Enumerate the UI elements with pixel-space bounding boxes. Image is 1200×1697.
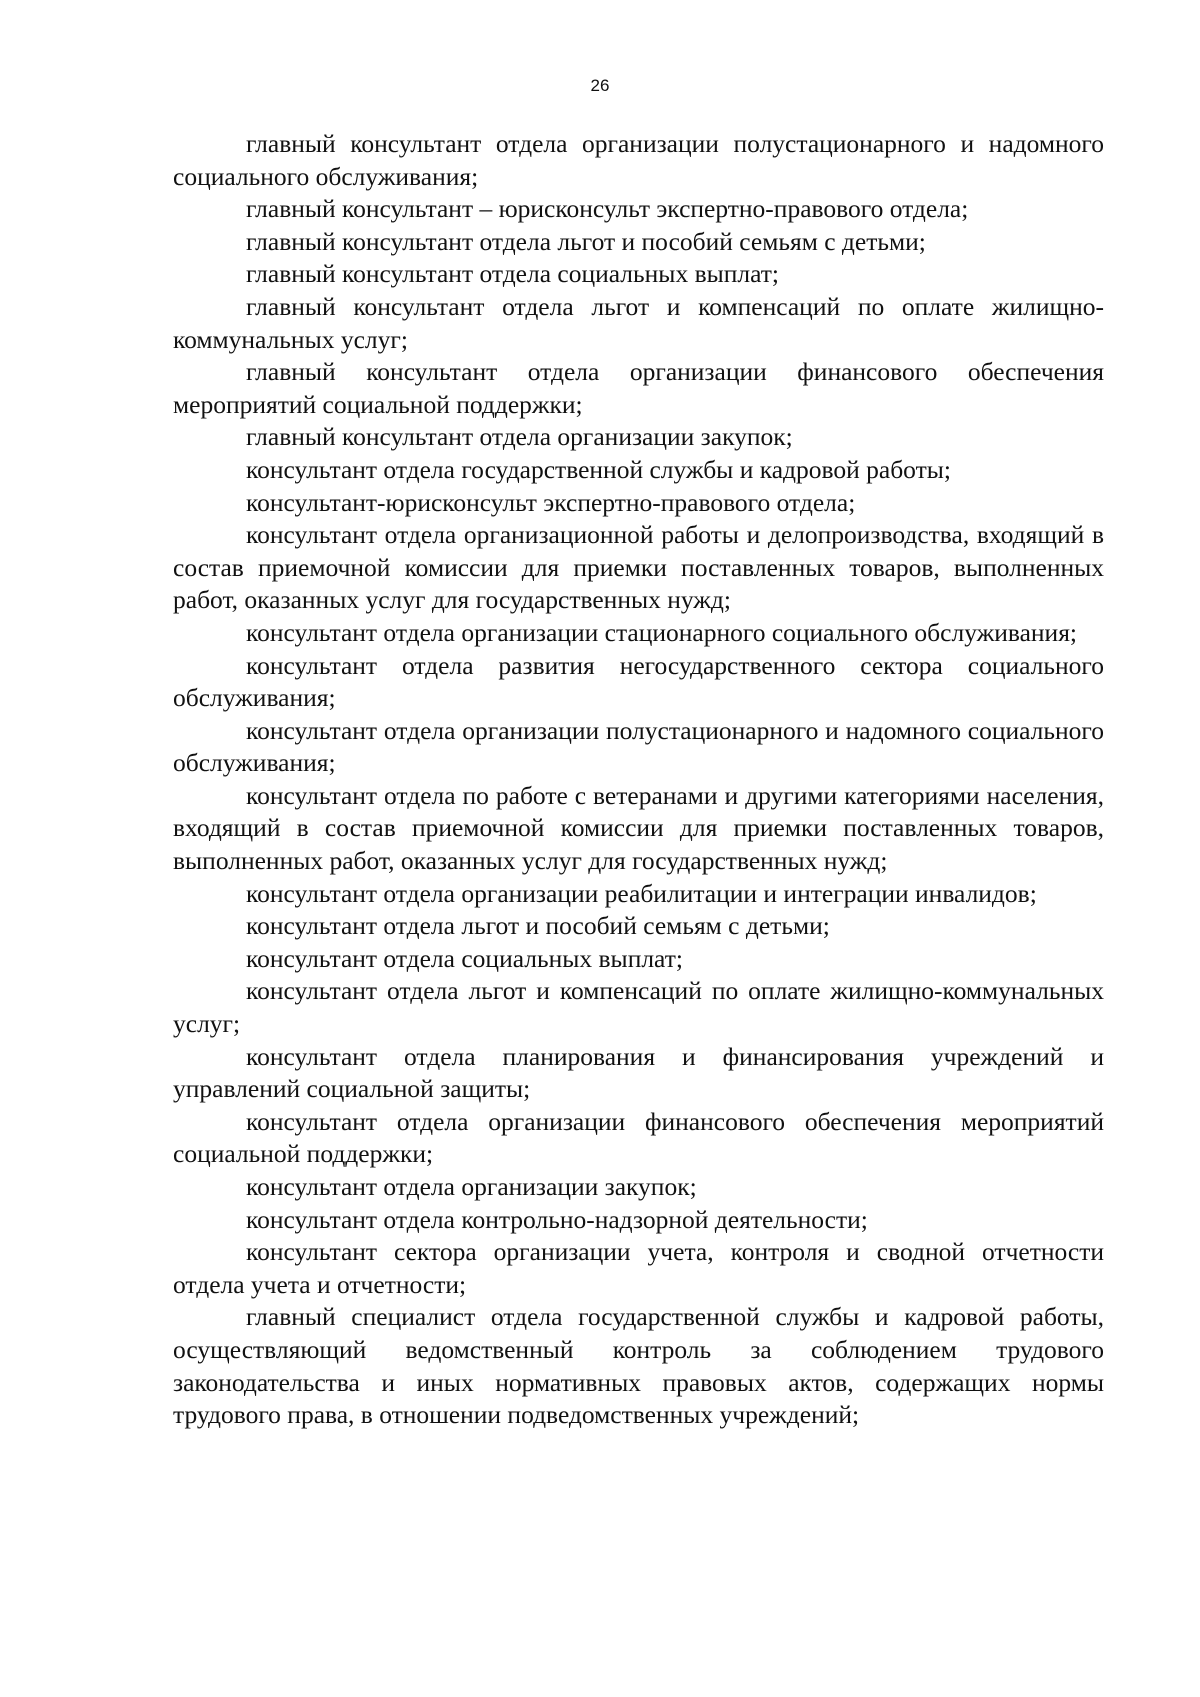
- paragraph: консультант отдела государственной службы и кадровой работы;: [246, 454, 951, 484]
- paragraph: консультант отдела организации закупок;: [246, 1172, 697, 1201]
- paragraph: консультант отдела организации реабилитации и интеграции инвалидов;: [246, 878, 1037, 908]
- paragraph: главный консультант отдела организации полустационарного и надомного социального обслуживания;: [173, 129, 1104, 191]
- paragraph: главный консультант – юрисконсульт экспертно-правового отдела;: [246, 194, 969, 224]
- paragraph: консультант отдела социальных выплат;: [246, 943, 683, 973]
- paragraph: консультант-юрисконсульт экспертно-правового отдела;: [246, 487, 856, 517]
- paragraph: консультант отдела организации стационарного социального обслуживания;: [246, 617, 1078, 647]
- paragraph: консультант отдела организации финансового обеспечения мероприятий социальной поддержки;: [173, 1106, 1104, 1169]
- page-number: 26: [590, 76, 610, 95]
- paragraph: консультант отдела льгот и компенсаций по оплате жилищно-коммунальных услуг;: [173, 976, 1104, 1039]
- paragraph: консультант отдела развития негосударственного сектора социального обслуживания;: [173, 650, 1104, 713]
- paragraph: консультант отдела льгот и пособий семьям с детьми;: [246, 911, 830, 941]
- paragraph: главный консультант отдела организации закупок;: [246, 422, 793, 452]
- paragraph: консультант отдела контрольно-надзорной деятельности;: [246, 1204, 868, 1234]
- paragraph: консультант отдела по работе с ветеранами и другими категориями населения, входящий в состав приемочной комиссии для приемки поставленных товаров, выполненных работ, оказанных услуг для государственных нужд;: [173, 780, 1104, 876]
- paragraph: консультант сектора организации учета, контроля и сводной отчетности отдела учета и отчетности;: [173, 1237, 1104, 1299]
- paragraph: главный консультант отдела организации финансового обеспечения мероприятий социальной поддержки;: [173, 357, 1104, 419]
- paragraph: консультант отдела организационной работы и делопроизводства, входящий в состав приемочной комиссии для приемки поставленных товаров, выполненных работ, оказанных услуг для государственных нужд;: [173, 520, 1104, 615]
- paragraph: главный специалист отдела государственной службы и кадровой работы, осуществляющий ведомственный контроль за соблюдением трудового законодательства и иных нормативных правовых актов, содержащих нормы трудового права, в отношении подведомственных учреждений;: [173, 1302, 1104, 1430]
- paragraph: главный консультант отдела льгот и пособий семьям с детьми;: [246, 226, 926, 256]
- paragraph: главный консультант отдела льгот и компенсаций по оплате жилищно-коммунальных услуг;: [173, 291, 1104, 354]
- document-body: [173, 128, 1104, 1432]
- paragraph: главный консультант отдела социальных выплат;: [246, 259, 779, 289]
- paragraph: консультант отдела планирования и финансирования учреждений и управлений социальной защиты;: [173, 1041, 1104, 1104]
- paragraph: консультант отдела организации полустационарного и надомного социального обслуживания;: [173, 715, 1104, 778]
